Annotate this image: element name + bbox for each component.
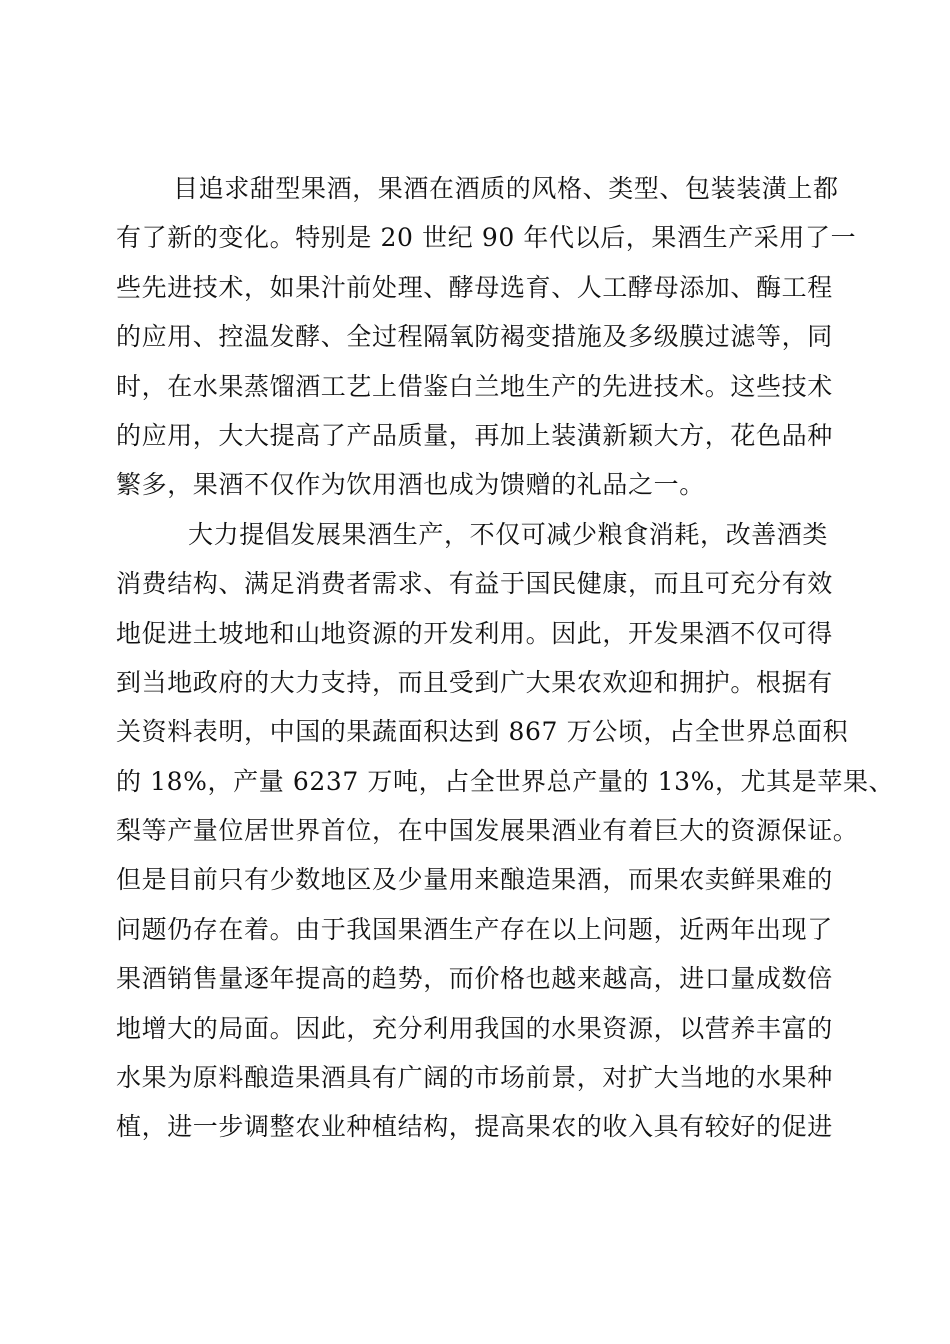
paragraph-line: 关资料表明，中国的果蔬面积达到 867 万公顷，占全世界总面积 xyxy=(116,717,849,747)
paragraph-line: 到当地政府的大力支持，而且受到广大果农欢迎和拥护。根据有 xyxy=(116,667,833,697)
paragraph-line: 问题仍存在着。由于我国果酒生产存在以上问题，近两年出现了 xyxy=(116,914,833,944)
paragraph-line: 消费结构、满足消费者需求、有益于国民健康，而且可充分有效 xyxy=(116,569,833,599)
paragraph-line: 植，进一步调整农业种植结构，提高果农的收入具有较好的促进 xyxy=(116,1112,833,1142)
paragraph-line: 繁多，果酒不仅作为饮用酒也成为馈赠的礼品之一。 xyxy=(116,470,705,500)
body-text xyxy=(116,164,895,1152)
paragraph-line: 但是目前只有少数地区及少量用来酿造果酒，而果农卖鲜果难的 xyxy=(116,865,833,895)
paragraph-line: 梨等产量位居世界首位，在中国发展果酒业有着巨大的资源保证。 xyxy=(116,816,859,846)
paragraph-line: 些先进技术，如果汁前处理、酵母选育、人工酵母添加、酶工程 xyxy=(116,272,833,302)
paragraph-line: 水果为原料酿造果酒具有广阔的市场前景，对扩大当地的水果种 xyxy=(116,1063,833,1093)
paragraph-line: 的 18%，产量 6237 万吨，占全世界总产量的 13%，尤其是苹果、 xyxy=(116,766,895,796)
paragraph-line: 大力提倡发展果酒生产，不仅可减少粮食消耗，改善酒类 xyxy=(188,519,829,549)
paragraph-line: 目追求甜型果酒，果酒在酒质的风格、类型、包装装潢上都 xyxy=(173,174,839,203)
paragraph-line: 果酒销售量逐年提高的趋势，而价格也越来越高，进口量成数倍 xyxy=(116,964,833,994)
paragraph-line: 地增大的局面。因此，充分利用我国的水果资源，以营养丰富的 xyxy=(116,1013,833,1043)
paragraph-line: 的应用，大大提高了产品质量，再加上装潢新颖大方，花色品种 xyxy=(116,420,833,450)
paragraph-line: 的应用、控温发酵、全过程隔氧防褐变措施及多级膜过滤等，同 xyxy=(116,322,833,352)
paragraph-line: 地促进土坡地和山地资源的开发利用。因此，开发果酒不仅可得 xyxy=(116,618,833,648)
paragraph-1 xyxy=(116,164,857,510)
paragraph-2 xyxy=(116,510,895,1152)
paragraph-line: 有了新的变化。特别是 20 世纪 90 年代以后，果酒生产采用了一 xyxy=(116,223,857,253)
paragraph-line: 时，在水果蒸馏酒工艺上借鉴白兰地生产的先进技术。这些技术 xyxy=(116,371,833,401)
